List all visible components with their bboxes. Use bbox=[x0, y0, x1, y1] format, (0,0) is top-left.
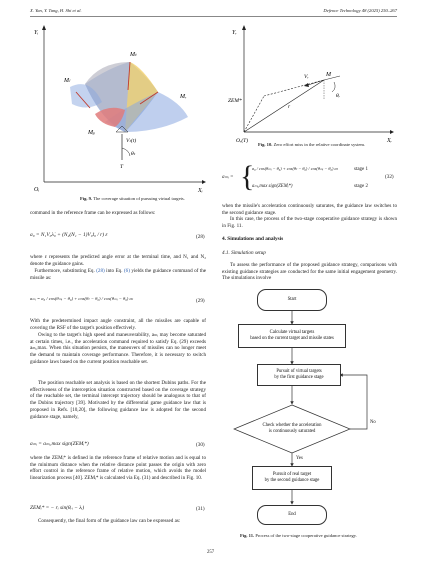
running-header-authors: X. Yan, Y. Tang, H. Shi et al. bbox=[30, 8, 82, 13]
fig10-m-label: M bbox=[326, 72, 331, 78]
equation-31: ZEMᵢ* = − rᵢ sin(θᵣᵢ − λᵢ) bbox=[30, 505, 85, 511]
figure-10-diagram bbox=[222, 22, 397, 144]
flow-yes-label: Yes bbox=[296, 456, 303, 461]
eq32-stage2: stage 2 bbox=[354, 184, 369, 189]
fig10-x-label: Xᵣ bbox=[387, 138, 393, 144]
section-4-1-heading: 4.1. Simulation setup bbox=[222, 250, 266, 256]
flow-end: End bbox=[257, 505, 327, 525]
fig9-theta-label: θₜ bbox=[131, 151, 136, 157]
left-paragraph-1: command in the reference frame can be expressed as follows: bbox=[30, 210, 156, 216]
equation-28: a₀ = N₁V₀λ̇₀ + (N₂(N₁ − 1)V₀ṫ₀ / r) ε bbox=[30, 232, 108, 238]
left-paragraph-4: With the predetermined impact angle constraint, all the missiles are capable of covering the RSF of the target's position effectively. bbox=[30, 318, 206, 331]
flow-calc-virtual-targets: Calculate virtual targets based on the current target and missile states bbox=[238, 324, 346, 348]
figure-10-caption: Fig. 10. Zero effort miss in the relative coordinate system. bbox=[258, 142, 366, 147]
equation-29-number: (29) bbox=[196, 298, 205, 304]
eq32-brace: { bbox=[240, 160, 255, 193]
fig10-theta-arc bbox=[332, 82, 335, 92]
fig10-origin-label: Oᵣ(T) bbox=[236, 138, 249, 144]
eq32-stage1: stage 1 bbox=[354, 167, 369, 172]
fig10-y-label: Yᵣ bbox=[232, 30, 237, 36]
fig10-y-arrow bbox=[242, 25, 246, 30]
fig10-x-arrow bbox=[390, 130, 394, 134]
fig9-tau-label: T bbox=[120, 164, 124, 170]
left-paragraph-7: where the ZEMᵢ* is defined in the reference frame of relative motion and is equal to the minimum distance when the relative distance point passes the origin with zero effort control in the reference frame of relative motion, which avoids the model linearization process [40]. ZEMᵢ* is calculated via Eq. (31) and described in Fig. 10. bbox=[30, 455, 206, 482]
flow-pursuit-virtual-targets: Pursuit of virtual targets by the first guidance stage bbox=[257, 364, 341, 386]
section-4-heading: 4. Simulations and analysis bbox=[222, 236, 284, 242]
fig9-mb-label: Mᵦ bbox=[88, 130, 95, 136]
fig10-theta-label: θᵣ bbox=[336, 93, 341, 99]
equation-30-number: (30) bbox=[196, 442, 205, 448]
eq32-top: a₀ / cos(θₘᵢ − θ₀) + cos(θₜ − θ₀) / cos(θₘᵢ − θ₀) aₜ bbox=[252, 166, 338, 171]
right-paragraph-2: In this case, the process of the two-stage cooperative guidance strategy is shown in Fig. 11. bbox=[222, 216, 397, 229]
fig10-r-label: r bbox=[288, 104, 291, 110]
fig9-mr-label: Mᵣ bbox=[180, 94, 187, 100]
page-number: 257 bbox=[207, 550, 215, 555]
flow-pursuit-real-target: Pursuit of real target by the second guidance stage bbox=[252, 466, 332, 490]
left-paragraph-8: Consequently, the final form of the guidance law can be expressed as: bbox=[38, 518, 181, 524]
fig9-y-label: Yᵢ bbox=[34, 30, 39, 36]
flowchart-connectors bbox=[222, 286, 397, 531]
left-paragraph-2: where ε represents the predicted angle error at the terminal time, and N₁ and N₂ denote the guidance gains. bbox=[30, 254, 206, 267]
fig9-vt-label: Vₜ(t) bbox=[126, 138, 137, 144]
fig9-x-label: Xᵢ bbox=[198, 188, 203, 194]
figure-11-caption: Fig. 11. Process of the two-stage cooperative guidance strategy. bbox=[240, 533, 357, 538]
flow-no-label: No bbox=[370, 420, 376, 425]
fig9-ml-label: Mₗ bbox=[64, 78, 70, 84]
equation-29: aₘᵢ = a₀ / cos(θₘᵢ − θ₀) + cos(θₜ − θ₀) / cos(θₘᵢ − θ₀) aₜ bbox=[30, 296, 134, 301]
fig9-angle-arc bbox=[122, 148, 130, 156]
right-paragraph-1: when the missile's acceleration continuously saturates, the guidance law switches to the second guidance stage. bbox=[222, 203, 397, 216]
equation-31-number: (31) bbox=[196, 506, 205, 512]
fig10-zem-line bbox=[244, 96, 264, 132]
right-paragraph-3: To assess the performance of the proposed guidance strategy, comparisons with existing guidance strategies are conducted for the same initial engagement geometry. The simulations involve bbox=[222, 262, 397, 282]
fig10-vr-arrow bbox=[308, 80, 324, 85]
fig9-mt-label: Mₜ bbox=[130, 52, 137, 58]
left-paragraph-3: Furthermore, substituting Eq. (28) into Eq. (6) yields the guidance command of the missile as: bbox=[30, 268, 207, 281]
fig10-r-line bbox=[244, 80, 324, 132]
header-rule bbox=[30, 16, 397, 17]
fig9-y-arrow bbox=[42, 25, 46, 30]
flow-check-saturation: Check whether the acceleration is continuously saturated bbox=[262, 423, 322, 434]
left-paragraph-6: The position reachable set analysis is based on the shortest Dubins paths. For the effectiveness of the interception situation constructed based on the coverage strategy of the reachable set, the terminal intercept trajectory should be analogous to that of the Dubins trajectory [39]. Motivated by the differential game guidance law that is proposed in Refs. [10,20], the following guidance law is adopted for the second guidance stage, namely, bbox=[30, 380, 206, 420]
left-paragraph-5: Owing to the target's high speed and maneuverability, aₘᵢ may become saturated at certain times, i.e., the acceleration command required to satisfy Eq. (29) exceeds aₘᵢ,max. When this situation persists, the maneuvers of missiles can no longer meet the demand to maintain coverage performance. Therefore, it is necessary to switch guidance laws based on the current position reachable set. bbox=[30, 332, 206, 365]
fig9-x-arrow bbox=[202, 180, 206, 184]
equation-32 bbox=[222, 160, 397, 196]
fig10-vr-label: Vᵣ bbox=[304, 74, 309, 80]
eq32-number: (32) bbox=[385, 174, 394, 180]
fig10-vr-extension bbox=[264, 80, 324, 96]
flow-arrow-no-loop bbox=[340, 375, 367, 429]
flow-start: Start bbox=[257, 289, 327, 311]
equation-28-number: (28) bbox=[196, 234, 205, 240]
figure-9-caption: Fig. 9. The coverage situation of pursuing virtual targets. bbox=[80, 196, 185, 201]
fig10-zem-label: ZEM* bbox=[228, 98, 242, 104]
figure-9-diagram bbox=[30, 22, 210, 194]
eq32-lhs: aₘᵢ = bbox=[222, 174, 234, 180]
eq32-bottom: aₘᵢ,max sign(ZEMᵢ*) bbox=[252, 184, 293, 189]
equation-30: aₘᵢ = aₘᵢ,max sign(ZEMᵢ*) bbox=[30, 441, 89, 447]
fig9-origin-label: Oᵢ bbox=[34, 187, 40, 193]
running-header-journal: Defence Technology 48 (2025) 250–267 bbox=[323, 8, 397, 13]
